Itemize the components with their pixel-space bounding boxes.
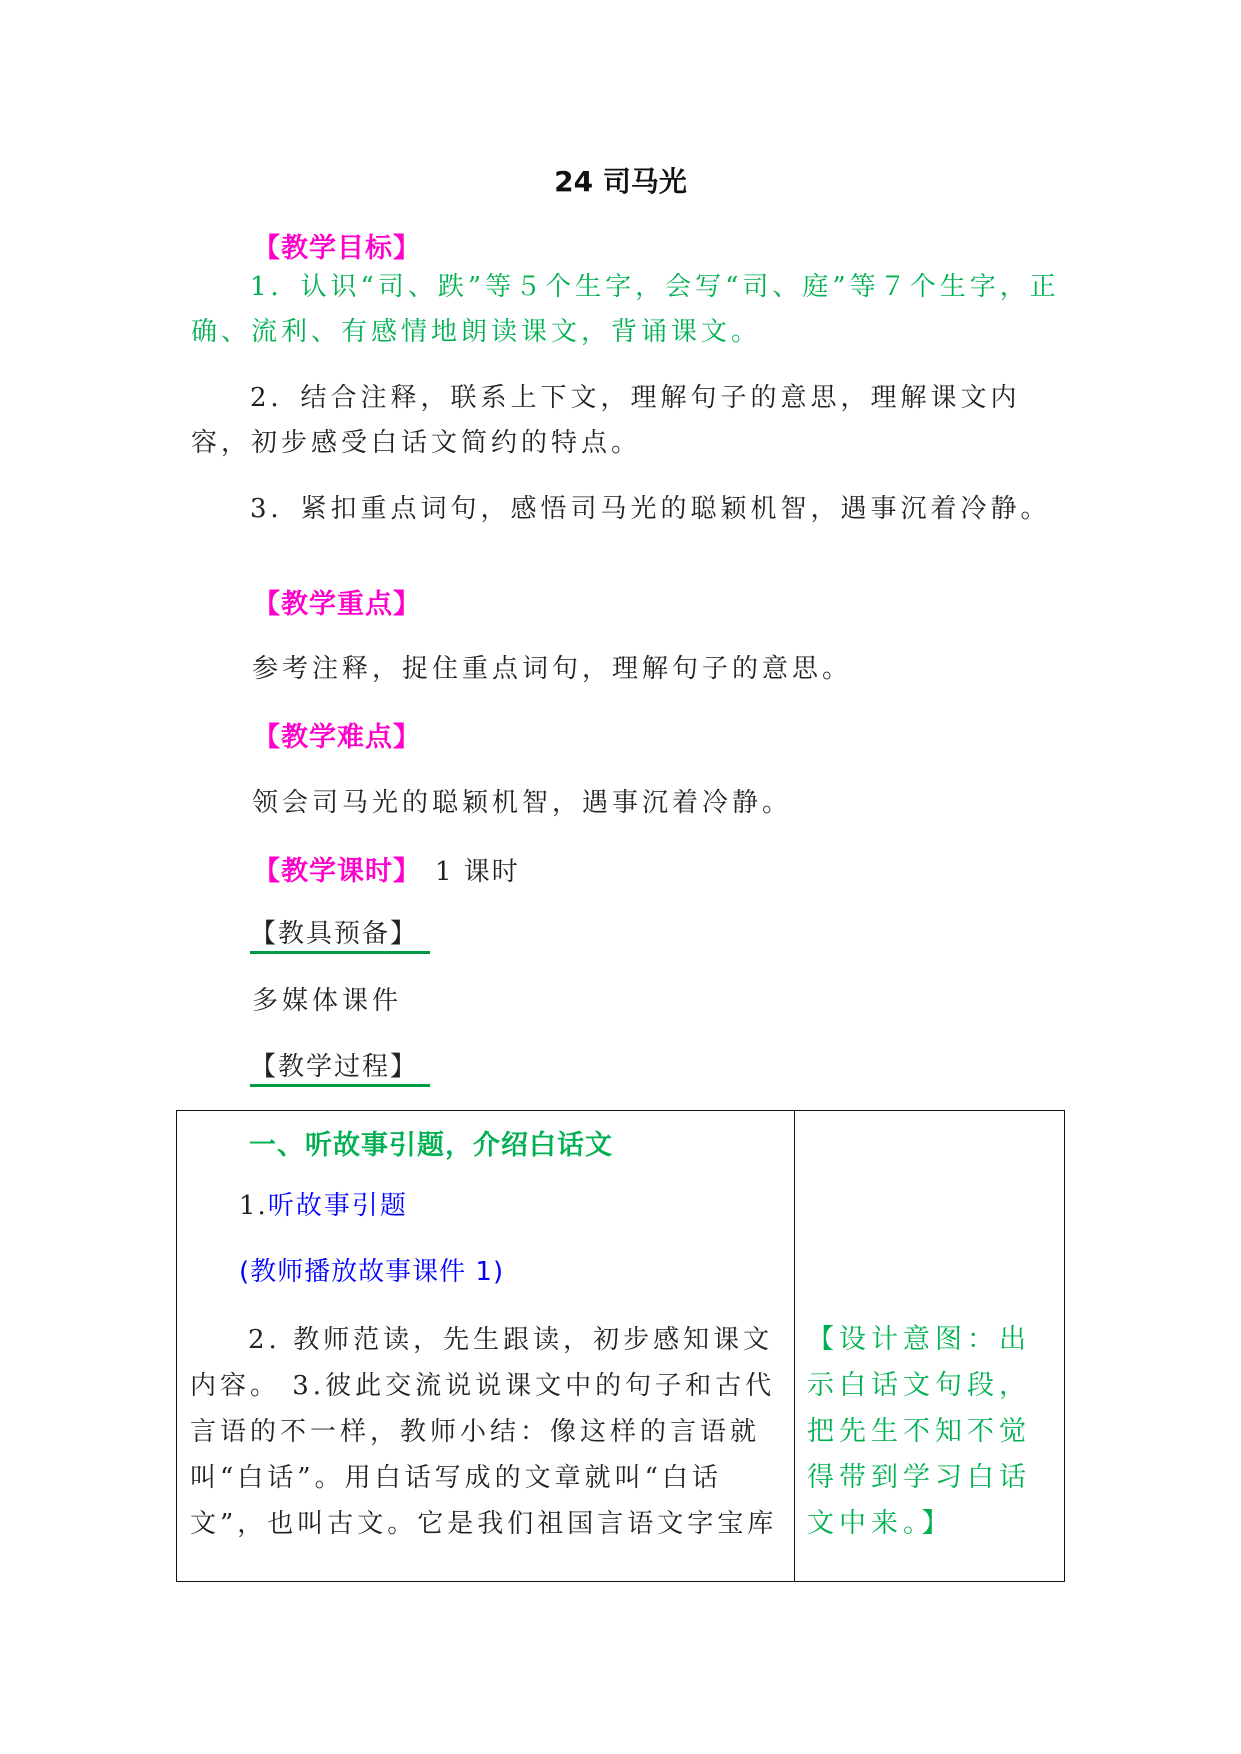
process-heading: 【教学过程】 <box>250 1046 430 1087</box>
teaching-process-table <box>176 1110 1065 1582</box>
item-1-label: 听故事引题 <box>267 1191 408 1221</box>
objective-1: 1．认识“司、跌”等５个生字，会写“司、庭”等７个生字，正确、流利、有感情地朗读课文，背诵课文。 <box>191 272 1060 347</box>
item-1-number: 1. <box>239 1191 268 1221</box>
class-hours-line <box>253 849 520 888</box>
objective-2: 2．结合注释，联系上下文，理解句子的意思，理解课文内容，初步感受白话文简约的特点。 <box>191 383 1021 458</box>
tools-heading: 【教具预备】 <box>250 913 430 954</box>
section-title: 一、听故事引题，介绍白话文 <box>249 1130 613 1161</box>
teacher-note: (教师播放故事课件 1) <box>239 1257 505 1287</box>
key-points-heading: 【教学重点】 <box>253 589 421 620</box>
difficulties-heading: 【教学难点】 <box>253 722 421 753</box>
tools-text: 多媒体课件 <box>252 986 403 1016</box>
lesson-title: 24 司马光 <box>554 165 687 198</box>
objectives-heading: 【教学目标】 <box>253 233 421 264</box>
class-hours-heading: 【教学课时】 <box>253 856 421 887</box>
column-divider <box>794 1111 795 1581</box>
objective-3: 3．紧扣重点词句，感悟司马光的聪颖机智，遇事沉着冷静。 <box>250 494 1051 524</box>
key-points-text: 参考注释，捉住重点词句，理解句子的意思。 <box>252 654 853 684</box>
design-intent: 【设计意图：出示白话文句段，把先生不知不觉得带到学习白话文中来。】 <box>807 1324 1031 1539</box>
class-hours-value: 1 课时 <box>435 857 520 887</box>
process-body-text: 2. 教师范读，先生跟读，初步感知课文内容。 3.彼此交流说说课文中的句子和古代言语的不一样，教师小结：像这样的言语就叫“白话”。用白话写成的文章就叫“白话文”，也叫古文。它是我们祖国言语文字宝库 <box>190 1325 778 1539</box>
difficulties-text: 领会司马光的聪颖机智，遇事沉着冷静。 <box>252 788 793 818</box>
item-1 <box>239 1185 408 1222</box>
